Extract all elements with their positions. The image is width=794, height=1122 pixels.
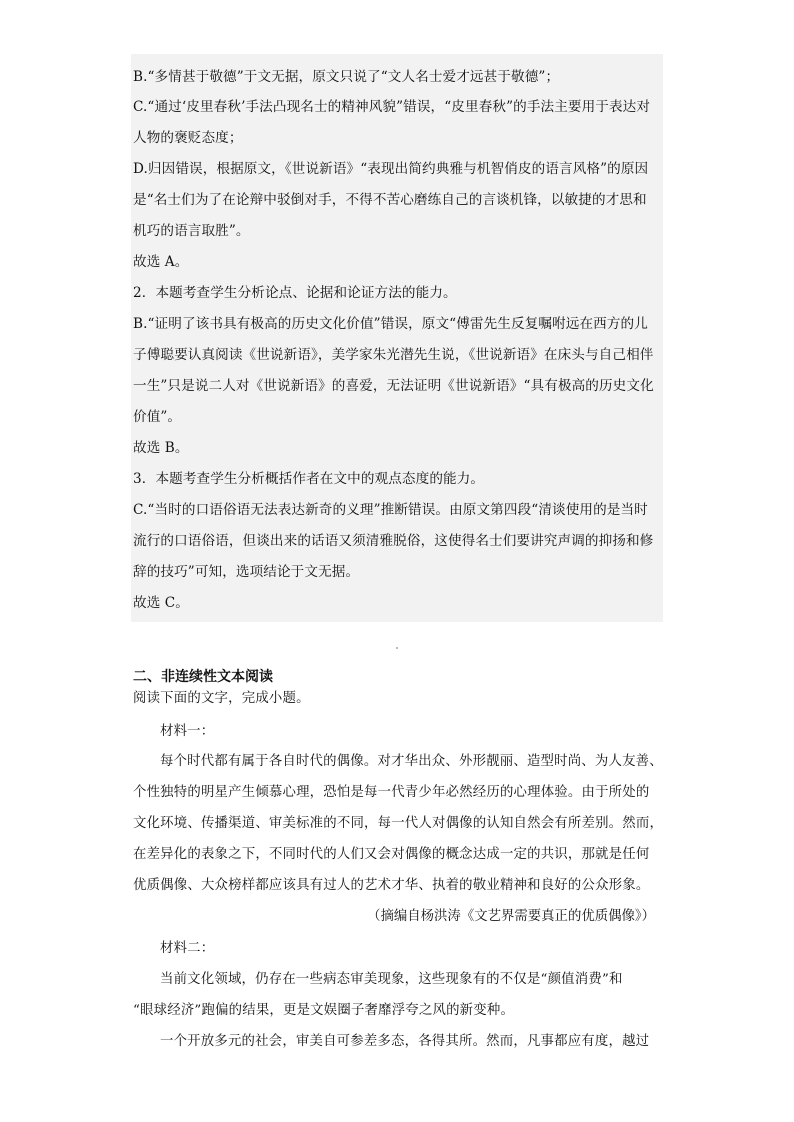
answer-line: 故选 C。 [133,595,190,611]
material1-line: 文化环境、传播渠道、审美标准的不同，每一代人对偶像的认知自然会有所差别。然而， [133,816,664,831]
answer-line: B.“多情甚于敬德”于文无据，原文只说了“文人名士爱才远甚于敬德”； [133,69,560,85]
section-heading: 二、非连续性文本阅读 [133,669,273,685]
answer-line: 人物的褒贬态度； [133,130,243,146]
answer-line: 是“名士们为了在论辩中驳倒对手，不得不苦心磨练自己的言谈机锋，以敏捷的才思和 [133,192,647,208]
material1-label: 材料一： [160,724,215,739]
answer-line: B.“证明了该书具有极高的历史文化价值”错误，原文“傅雷先生反复嘱咐远在西方的儿 [133,316,648,332]
instruction-text: 阅读下面的文字，完成小题。 [133,691,310,706]
answer-line: 价值”。 [133,409,182,425]
material2-line: 一个开放多元的社会，审美自可参差多态，各得其所。然而，凡事都应有度，越过 [160,1034,650,1049]
answer-line: 一生”只是说二人对《世说新语》的喜爱，无法证明《世说新语》“具有极高的历史文化 [133,378,654,394]
answer-line: C.“当时的口语俗语无法表达新奇的义理”推断错误。由原文第四段“清谈使用的是当时 [133,502,648,518]
answer-line: D.归因错误，根据原文，《世说新语》“表现出简约典雅与机智俏皮的语言风格”的原因 [133,161,649,177]
answer-line: 机巧的语言取胜”。 [133,223,250,239]
material1-source: （摘编自杨洪涛《文艺界需要真正的优质偶像》） [367,909,655,924]
answer-line: 故选 A。 [133,254,189,270]
answer-line: 辞的技巧”可知，选项结论于文无据。 [133,564,360,580]
material2-line: 当前文化领域，仍存在一些病态审美现象，这些现象有的不仅是“颜值消费”和 [160,972,623,987]
answer-line: 2．本题考查学生分析论点、论据和论证方法的能力。 [133,285,457,301]
material2-line: “眼球经济”跑偏的结果，更是文娱圈子奢靡浮夸之风的新变种。 [133,1003,515,1018]
answer-line: 流行的口语俗语，但谈出来的话语又须清雅脱俗，这使得名士们要讲究声调的抑扬和修 [133,533,654,549]
answer-line: 故选 B。 [133,440,189,456]
separator-dot [396,647,398,649]
material1-line: 每个时代都有属于各自时代的偶像。对才华出众、外形靓丽、造型时尚、为人友善、 [160,754,663,769]
material2-label: 材料二： [160,941,215,956]
material1-line: 优质偶像、大众榜样都应该具有过人的艺术才华、执着的敬业精神和良好的公众形象。 [133,878,650,893]
material1-line: 个性独特的明星产生倾慕心理，恐怕是每一代青少年必然经历的心理体验。由于所处的 [133,785,650,800]
answer-line: C.“通过‘皮里春秋’手法凸现名士的精神风貌”错误，“皮里春秋”的手法主要用于表达对 [133,99,651,115]
answer-line: 3．本题考查学生分析概括作者在文中的观点态度的能力。 [133,471,485,487]
answer-line: 子傅聪要认真阅读《世说新语》，美学家朱光潜先生说，《世说新语》在床头与自己相伴 [133,347,654,363]
material1-line: 在差异化的表象之下，不同时代的人们又会对偶像的概念达成一定的共识，那就是任何 [133,847,650,862]
